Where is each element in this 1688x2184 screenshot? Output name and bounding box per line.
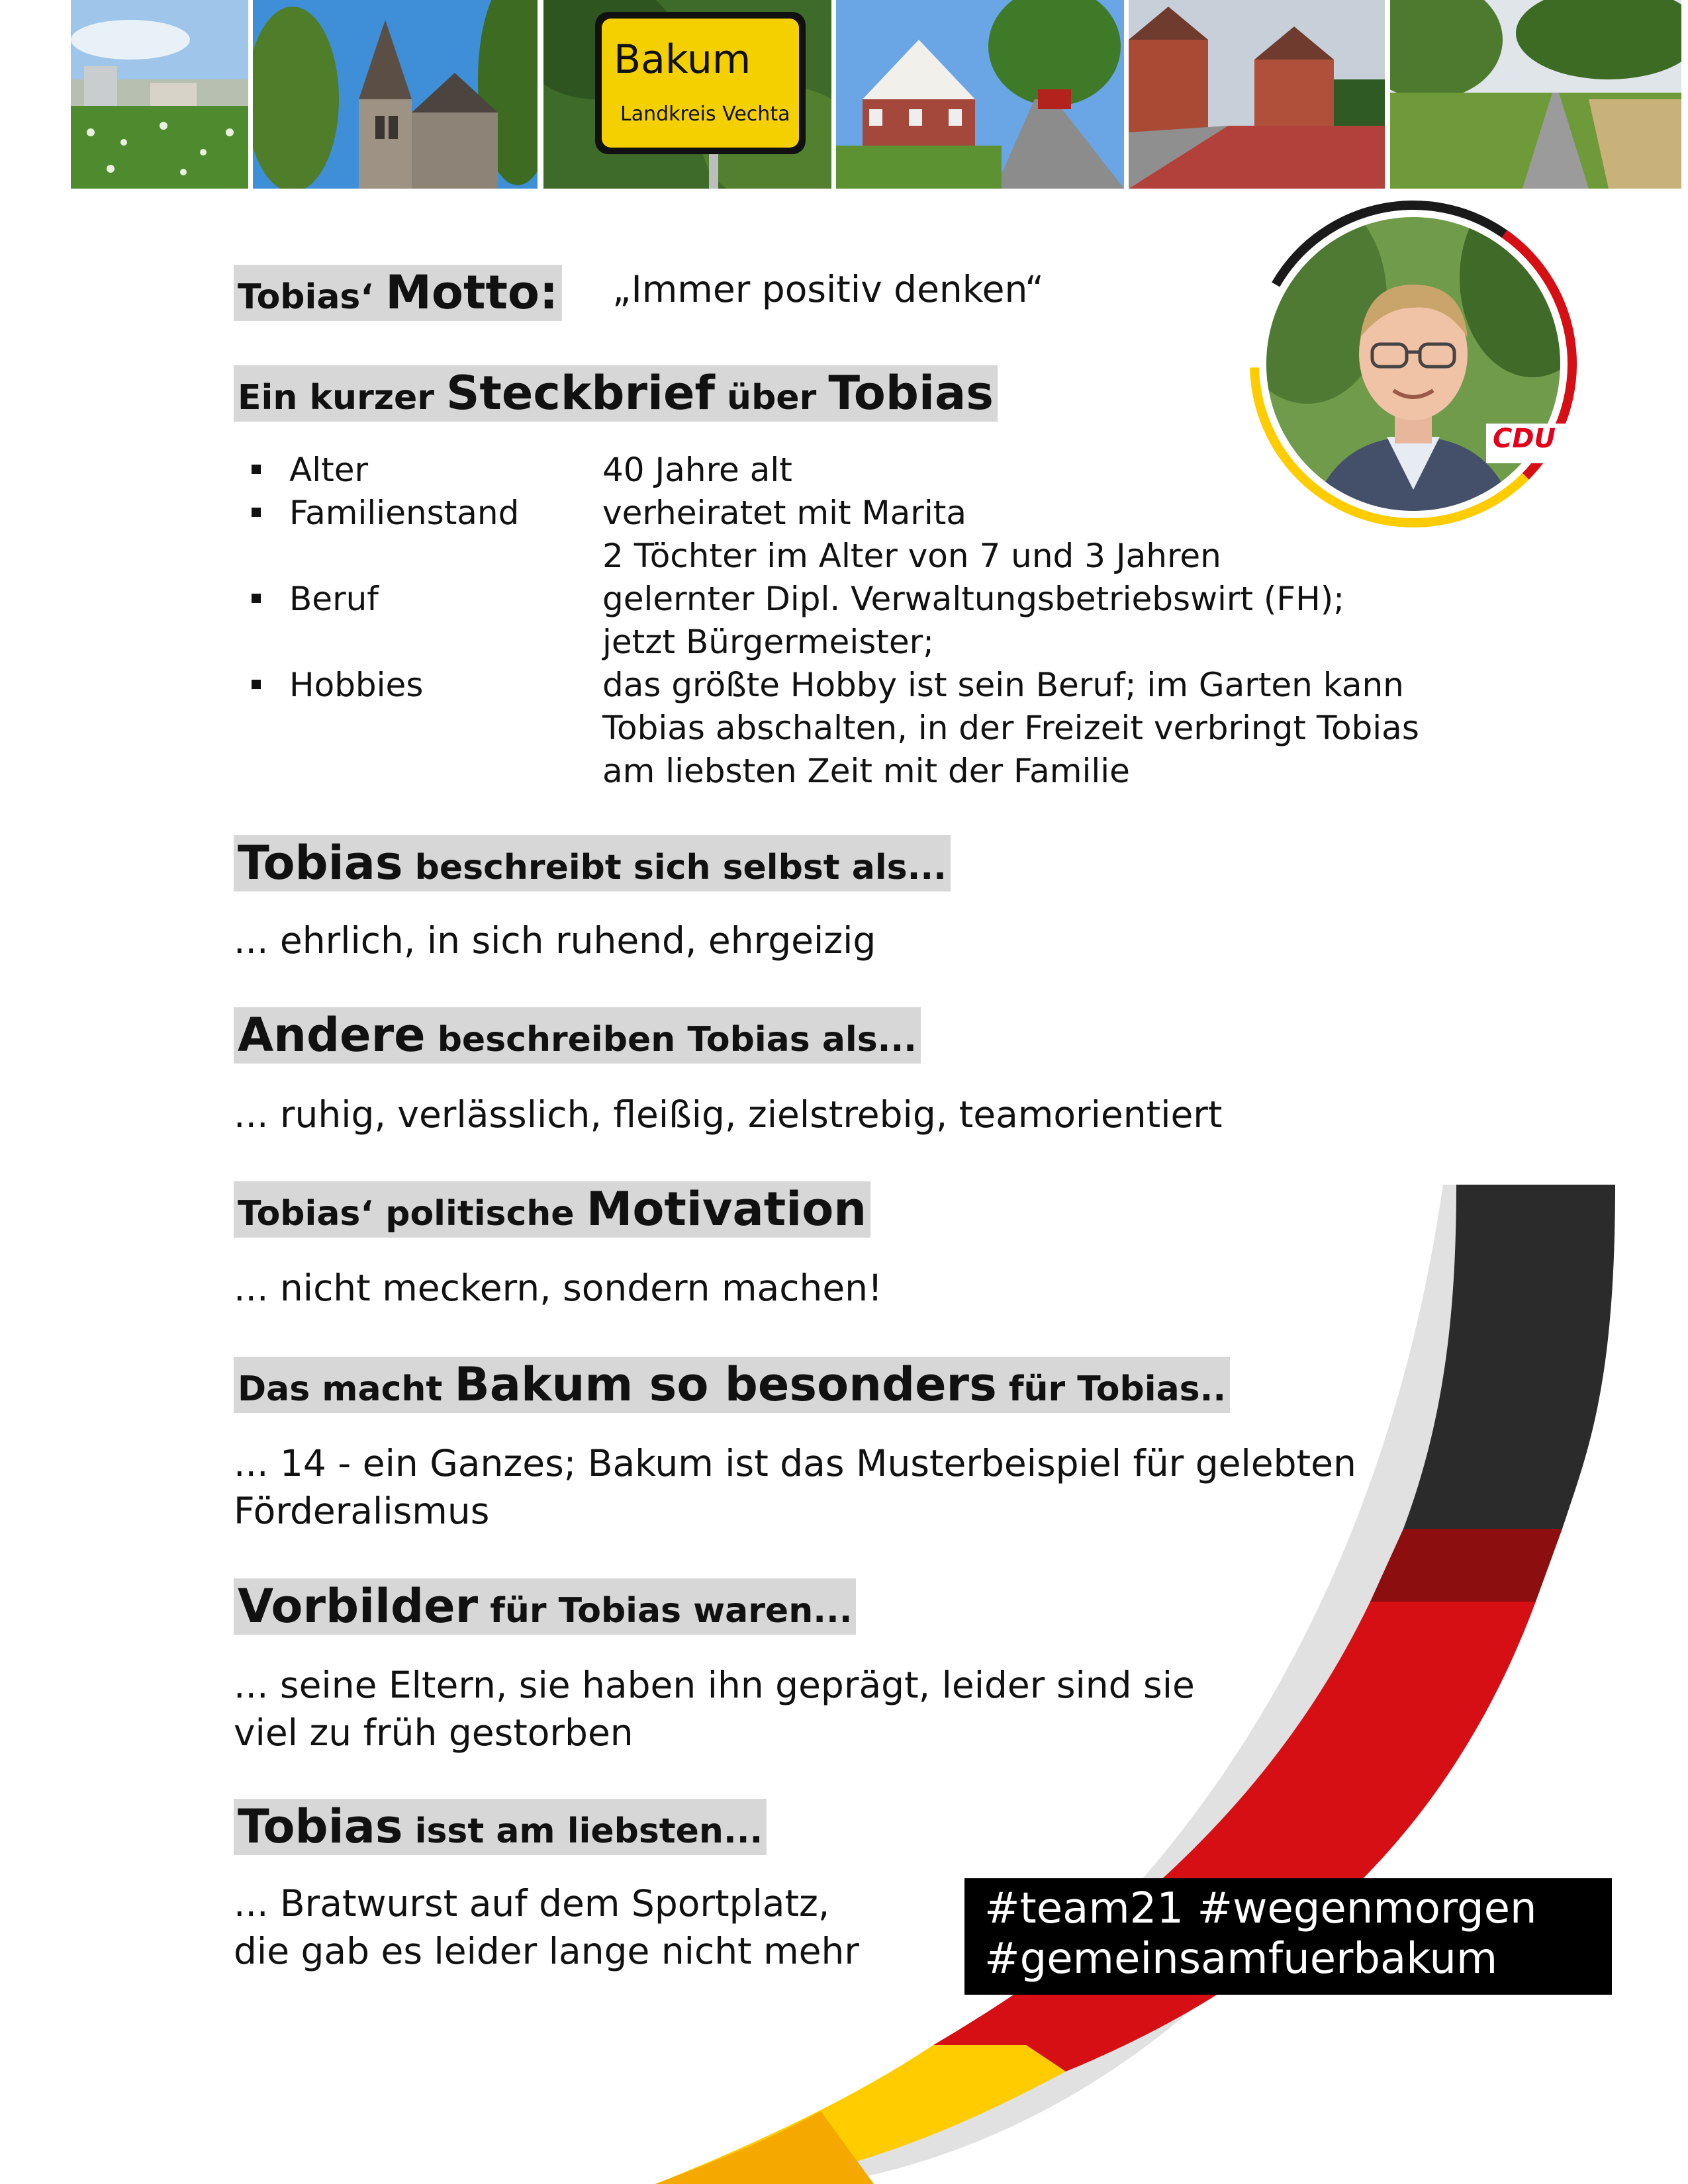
bullet-icon (252, 680, 261, 689)
fact-value (602, 449, 1377, 492)
vorbilder-heading-a: Vorbilder (238, 1579, 479, 1633)
fact-familienstand (252, 492, 1377, 578)
steckbrief-heading-b: Steckbrief (446, 366, 715, 420)
steckbrief-heading-d: Tobias (828, 366, 994, 420)
bullet-icon (252, 465, 261, 474)
motivation-heading (234, 1181, 870, 1238)
selbst-heading (234, 835, 951, 891)
hashtag-line: #team21 #wegenmorgen (984, 1884, 1537, 1933)
bakum-answer-line: Förderalismus (234, 1490, 490, 1532)
motto-value: „Immer positiv denken“ (612, 268, 1044, 310)
selbst-heading-a: Tobias (238, 836, 403, 890)
fact-line: 40 Jahre alt (602, 451, 792, 489)
street-photo (1129, 0, 1385, 189)
steckbrief-list (252, 449, 1419, 793)
sign-district: Landkreis Vechta (620, 103, 790, 126)
essen-heading (234, 1799, 767, 1855)
hashtag-box (964, 1878, 1612, 1995)
fact-value (602, 578, 1377, 664)
steckbrief-heading (234, 365, 998, 422)
fact-line: jetzt Bürgermeister; (602, 623, 935, 661)
fact-line: am liebsten Zeit mit der Familie (602, 752, 1130, 790)
bullet-icon (252, 508, 261, 517)
farmhouse-photo (836, 0, 1124, 189)
motto-heading (234, 265, 562, 321)
fact-label: Hobbies (289, 666, 424, 704)
fact-label: Alter (289, 451, 369, 489)
selbst-answer: ... ehrlich, in sich ruhend, ehrgeizig (234, 919, 876, 962)
fact-line: gelernter Dipl. Verwaltungsbetriebswirt (FH); (602, 580, 1345, 618)
essen-answer-line: die gab es leider lange nicht mehr (234, 1930, 859, 1972)
bakum-answer-line: ... 14 - ein Ganzes; Bakum ist das Musterbeispiel für gelebten (234, 1442, 1356, 1484)
bakum-heading-a: Das macht (238, 1369, 455, 1409)
photo-strip (71, 0, 1681, 189)
andere-answer: ... ruhig, verlässlich, fleißig, zielstrebig, teamorientiert (234, 1093, 1223, 1136)
fact-value (602, 664, 1419, 793)
fact-line: das größte Hobby ist sein Beruf; im Garten kann (602, 666, 1404, 704)
essen-answer (234, 1880, 859, 1975)
motivation-answer: ... nicht meckern, sondern machen! (234, 1267, 883, 1309)
church-photo (253, 0, 538, 189)
essen-heading-b: isst am liebsten... (402, 1811, 763, 1851)
hashtag-line: #gemeinsamfuerbakum (984, 1934, 1498, 1983)
motto-heading-main: Motto: (385, 265, 558, 320)
vorbilder-heading (234, 1578, 856, 1635)
andere-heading-b: beschreiben Tobias als... (425, 1020, 917, 1060)
fact-line: verheiratet mit Marita (602, 494, 966, 532)
country-road-photo (1390, 0, 1681, 189)
fact-label: Beruf (289, 580, 379, 618)
vorbilder-answer-line: ... seine Eltern, sie haben ihn geprägt, leider sind sie (234, 1664, 1195, 1706)
bullet-icon (252, 594, 261, 603)
motivation-heading-a: Tobias‘ politische (238, 1194, 586, 1234)
steckbrief-heading-a: Ein kurzer (238, 378, 446, 418)
bakum-heading-c: für Tobias.. (996, 1369, 1227, 1409)
bakum-answer (234, 1439, 1356, 1535)
essen-answer-line: ... Bratwurst auf dem Sportplatz, (234, 1882, 830, 1925)
steckbrief-heading-c: über (714, 378, 829, 418)
fact-hobbies (252, 664, 1419, 793)
field-photo (71, 0, 248, 189)
fact-line: Tobias abschalten, in der Freizeit verbringt Tobias (602, 709, 1419, 747)
cdu-badge: CDU (1493, 424, 1556, 454)
vorbilder-heading-b: für Tobias waren... (478, 1591, 853, 1631)
vorbilder-answer-line: viel zu früh gestorben (234, 1711, 633, 1754)
motivation-heading-b: Motivation (586, 1182, 867, 1236)
sign-town: Bakum (614, 36, 751, 83)
andere-heading (234, 1007, 921, 1064)
fact-value (602, 492, 1377, 578)
vorbilder-answer (234, 1661, 1195, 1756)
bakum-heading-b: Bakum so besonders (454, 1357, 997, 1412)
essen-heading-a: Tobias (238, 1799, 403, 1854)
bakum-heading (234, 1357, 1230, 1413)
town-sign-photo (543, 0, 831, 189)
andere-heading-a: Andere (238, 1008, 426, 1062)
selbst-heading-b: beschreibt sich selbst als... (402, 848, 947, 887)
fact-alter (252, 449, 1377, 492)
motto-heading-prefix: Tobias‘ (238, 277, 386, 317)
fact-beruf (252, 578, 1377, 664)
fact-label: Familienstand (289, 494, 520, 532)
fact-line: 2 Töchter im Alter von 7 und 3 Jahren (602, 537, 1221, 575)
